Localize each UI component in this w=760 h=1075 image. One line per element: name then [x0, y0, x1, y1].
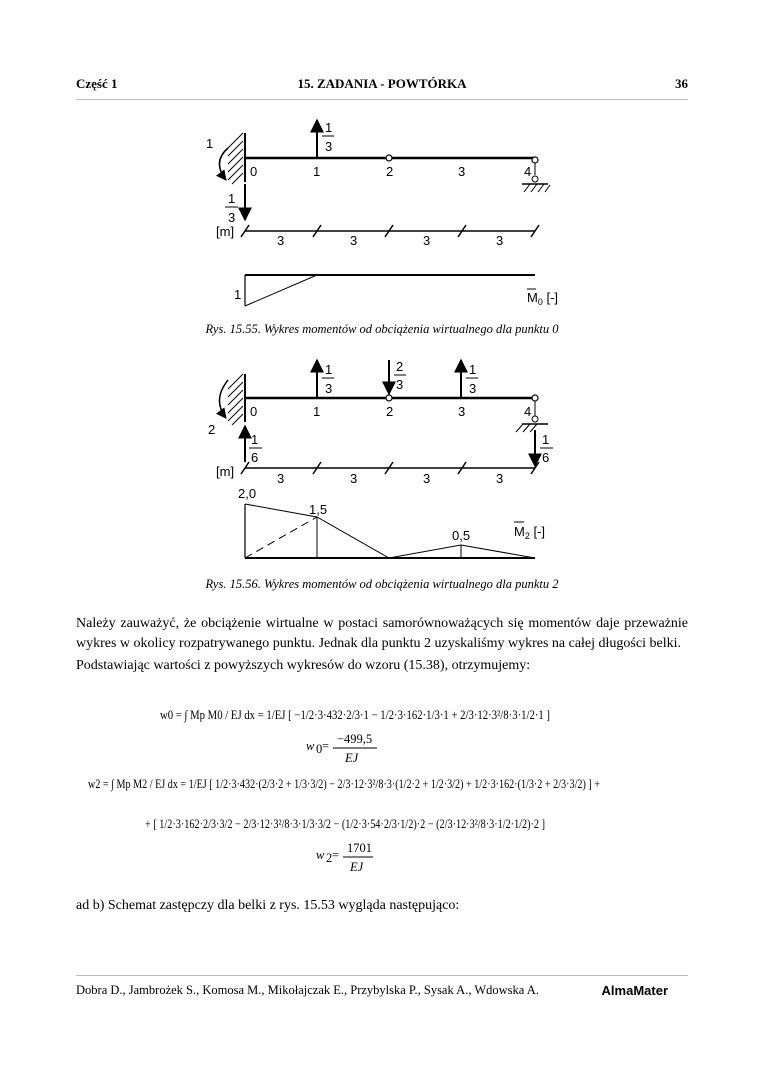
caption-fig-15-56: Rys. 15.56. Wykres momentów od obciążenia wirtualnego dla punktu 2: [205, 577, 559, 591]
bottom-load-num: 1: [228, 191, 236, 206]
load-1-den: 3: [325, 381, 333, 396]
pin-support: [516, 401, 548, 432]
eq-w2-result-num: 1701: [347, 841, 372, 855]
span-4: 3: [496, 233, 504, 248]
svg-text:2: 2: [326, 851, 333, 865]
span-2: 3: [350, 233, 358, 248]
span-3: 3: [423, 233, 431, 248]
svg-text:=: =: [322, 739, 330, 753]
footer-rule: [76, 975, 688, 976]
value-0-5: 0,5: [452, 528, 471, 543]
diagram-label: $M_2$ [-]: [514, 524, 546, 541]
top-load-num: 1: [325, 120, 333, 135]
unit-label: [m]: [216, 464, 235, 479]
node-0: 0: [250, 404, 258, 419]
hinge-2: [386, 395, 392, 401]
header-part: Część 1: [76, 76, 118, 91]
moment-label: 1: [206, 136, 214, 151]
load-3-den: 3: [469, 381, 477, 396]
diagram-value: 1: [234, 287, 242, 302]
footer-publisher: AlmaMater: [601, 983, 668, 998]
header-title: 15. ZADANIA - POWTÓRKA: [297, 76, 467, 91]
caption-fig-15-55: Rys. 15.55. Wykres momentów od obciążenia wirtualnego dla punktu 0: [205, 322, 559, 336]
right-reaction-den: 6: [542, 450, 550, 465]
value-1-5: 1,5: [309, 502, 328, 517]
load-2-den: 3: [396, 377, 404, 392]
closing-paragraph: ad b) Schemat zastępczy dla belki z rys. 15.53 wygląda następująco:: [76, 898, 460, 913]
svg-text:0: 0: [316, 742, 323, 756]
node-4: 4: [524, 164, 532, 179]
svg-text:=: =: [332, 848, 340, 862]
eq-w0-line: w0 = ∫ Mp M0 / EJ dx = 1/EJ [ −1/2·3·432·2/3·1 − 1/2·3·162·1/3·1 + 2/3·12·3²/8·3·1/2·1 ]: [160, 708, 615, 722]
span-2: 3: [350, 471, 358, 486]
hinge-4: [532, 157, 538, 163]
moment-arrow: [219, 148, 228, 180]
unit-label: [m]: [216, 224, 235, 239]
left-reaction-num: 1: [251, 432, 259, 447]
node-4: 4: [524, 404, 532, 419]
moment-arrow: [219, 380, 228, 418]
svg-text:w: w: [316, 848, 325, 862]
right-reaction-num: 1: [542, 432, 550, 447]
load-2-num: 2: [396, 359, 404, 374]
paragraph-2: Podstawiając wartości z powyższych wykresów do wzoru (15.38), otrzymujemy:: [76, 658, 531, 673]
hinge-4: [532, 395, 538, 401]
eq-w2-line1: w2 = ∫ Mp M2 / EJ dx = 1/EJ [ 1/2·3·432·(2/3·2 + 1/3·3/2) − 2/3·12·3²/8·3·(1/2·2 + 1/2·3/2) + 1/2·3·162·(1/3·2 + 2/3·3/2) ] +: [88, 777, 720, 791]
footer-authors: Dobra D., Jambrożek S., Komosa M., Mikołajczak E., Przybylska P., Sysak A., Wdowska A.: [76, 983, 539, 997]
bottom-load-den: 3: [228, 210, 236, 225]
node-0: 0: [250, 164, 258, 179]
header-rule: [76, 99, 688, 100]
node-1: 1: [313, 164, 321, 179]
page-header: [76, 76, 688, 94]
moment-label: 2: [208, 422, 216, 437]
eq-w0-result-num: −499,5: [337, 732, 373, 746]
load-3-num: 1: [469, 362, 477, 377]
value-2-0: 2,0: [238, 486, 257, 501]
hinge-2: [386, 155, 392, 161]
paragraph-1: Należy zauważyć, że obciążenie wirtualne w postaci samorównoważących się momentów daje przeważnie wykres w okolicy rozpatrywanego punktu. Jednak dla punktu 2 uzyskaliśmy wykres na całej długości belki.: [76, 616, 688, 651]
diagram-label: $M_0$ [-]: [527, 290, 559, 307]
eq-w2-result-den: EJ: [350, 860, 364, 874]
eq-w0-result-den: EJ: [345, 751, 359, 765]
left-reaction-den: 6: [251, 450, 259, 465]
fixed-support: [228, 374, 245, 425]
node-2: 2: [386, 404, 394, 419]
span-1: 3: [277, 233, 285, 248]
equations-block: [0, 688, 760, 888]
node-2: 2: [386, 164, 394, 179]
node-1: 1: [313, 404, 321, 419]
span-1: 3: [277, 471, 285, 486]
fixed-support: [228, 133, 245, 184]
page-number: 36: [675, 76, 688, 91]
node-3: 3: [458, 164, 466, 179]
eq-w2-line2: + [ 1/2·3·162·2/3·3/2 − 2/3·12·3²/8·3·1/3·3/2 − (1/2·3·54·2/3·1/2)·2 − (2/3·12·3²/8·3·1/2·1/2)·2 ]: [145, 817, 545, 831]
span-3: 3: [423, 471, 431, 486]
svg-text:w: w: [306, 739, 315, 753]
span-4: 3: [496, 471, 504, 486]
load-1-num: 1: [325, 362, 333, 377]
top-load-den: 3: [325, 139, 333, 154]
node-3: 3: [458, 404, 466, 419]
figure-15-56: [0, 355, 760, 595]
